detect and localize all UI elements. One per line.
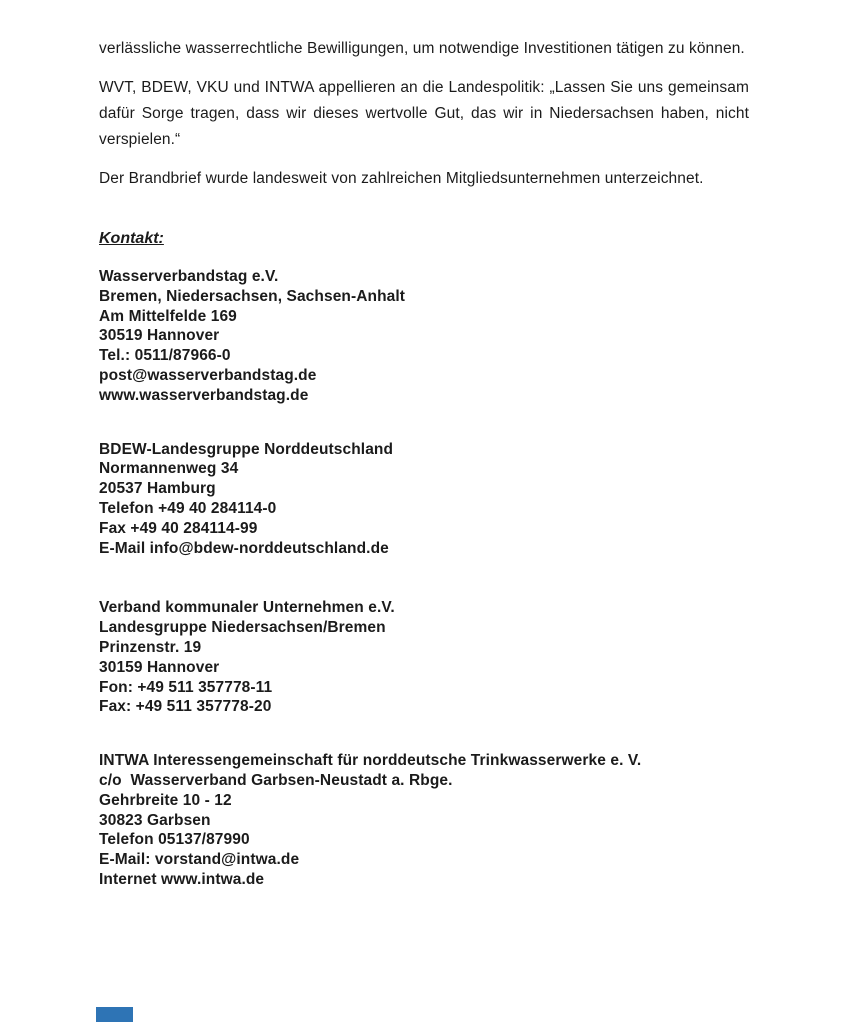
footer-logo-fragment bbox=[96, 1007, 133, 1022]
contact-org-name: INTWA Interessengemeinschaft für norddeutsche Trinkwasserwerke e. V. bbox=[99, 752, 642, 770]
contact-street: Prinzenstr. 19 bbox=[99, 638, 202, 656]
contact-city: 30159 Hannover bbox=[99, 658, 220, 676]
contact-website: Internet www.intwa.de bbox=[99, 870, 265, 888]
contact-org-name: BDEW-Landesgruppe Norddeutschland bbox=[99, 440, 394, 458]
contact-email: E-Mail info@bdew-norddeutschland.de bbox=[99, 539, 389, 557]
contact-region: Bremen, Niedersachsen, Sachsen-Anhalt bbox=[99, 287, 406, 305]
contact-org-name: Wasserverbandstag e.V. bbox=[99, 268, 279, 285]
contact-block-intwa bbox=[99, 751, 749, 890]
contact-region: Landesgruppe Niedersachsen/Bremen bbox=[99, 619, 386, 637]
contact-co-address: c/o Wasserverband Garbsen-Neustadt a. Rbge. bbox=[99, 771, 453, 789]
contact-fax: Fax +49 40 284114-99 bbox=[99, 519, 258, 537]
contact-city: 30519 Hannover bbox=[99, 327, 220, 345]
contact-phone: Tel.: 0511/87966-0 bbox=[99, 347, 231, 365]
contact-city: 30823 Garbsen bbox=[99, 811, 211, 829]
body-paragraph: WVT, BDEW, VKU und INTWA appellieren an die Landespolitik: „Lassen Sie uns gemeinsam dafür Sorge tragen, dass wir dieses wertvolle Gut, das wir in Niedersachsen haben, nicht verspielen.“ bbox=[99, 79, 749, 148]
contact-phone: Telefon +49 40 284114-0 bbox=[99, 499, 277, 517]
contact-street: Am Mittelfelde 169 bbox=[99, 307, 237, 325]
contact-block-bdew bbox=[99, 440, 749, 559]
contact-org-name: Verband kommunaler Unternehmen e.V. bbox=[99, 599, 395, 617]
body-paragraph: Der Brandbrief wurde landesweit von zahlreichen Mitgliedsunternehmen unterzeichnet. bbox=[99, 170, 704, 187]
contact-website: www.wasserverbandstag.de bbox=[99, 386, 309, 404]
contact-block-vku bbox=[99, 598, 749, 717]
contact-phone: Telefon 05137/87990 bbox=[99, 831, 250, 849]
contact-heading: Kontakt: bbox=[99, 230, 164, 247]
contact-city: 20537 Hamburg bbox=[99, 480, 216, 498]
contact-email: E-Mail: vorstand@intwa.de bbox=[99, 851, 300, 869]
contact-block-wasserverbandstag bbox=[99, 267, 749, 406]
contact-street: Normannenweg 34 bbox=[99, 460, 239, 478]
contact-street: Gehrbreite 10 - 12 bbox=[99, 791, 232, 809]
contact-fax: Fax: +49 511 357778-20 bbox=[99, 698, 272, 716]
contact-phone: Fon: +49 511 357778-11 bbox=[99, 678, 273, 696]
body-paragraph: verlässliche wasserrechtliche Bewilligungen, um notwendige Investitionen tätigen zu können. bbox=[99, 40, 745, 57]
contact-email: post@wasserverbandstag.de bbox=[99, 366, 317, 384]
